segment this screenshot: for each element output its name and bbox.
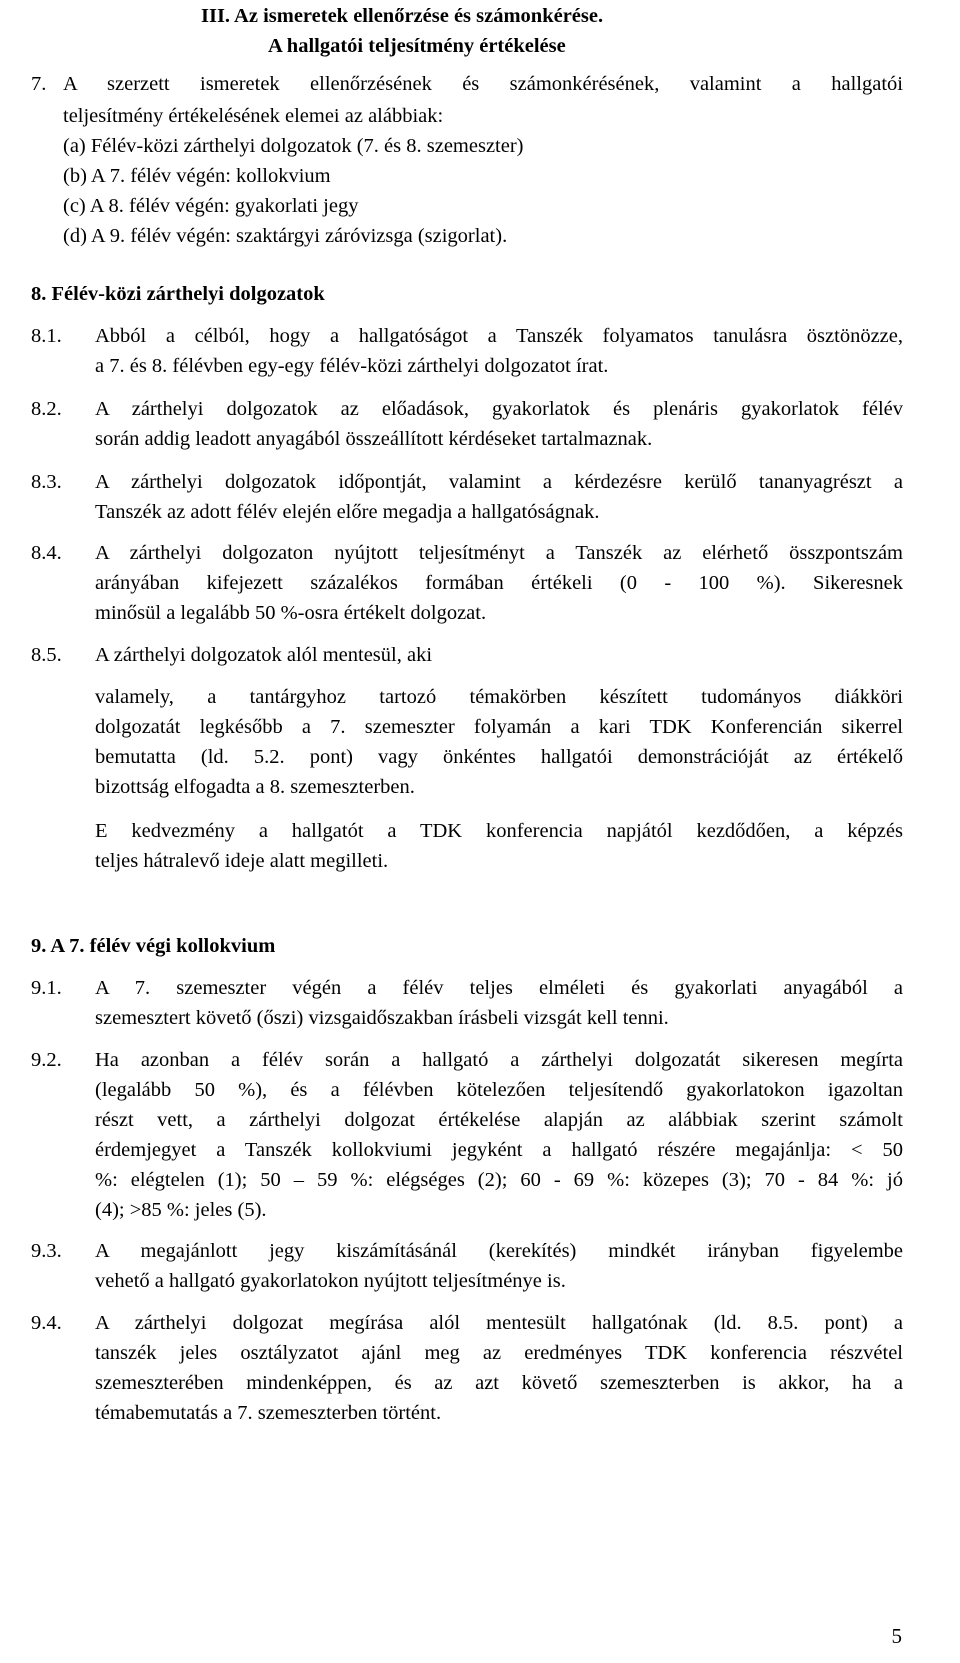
section-7-line-1: A szerzett ismeretek ellenőrzésének és számonkérésének, valamint a hallgatói	[63, 73, 903, 95]
para-9-2-line-1: Ha azonban a félév során a hallgató a zárthelyi dolgozatát sikeresen megírta	[95, 1049, 903, 1071]
para-9-1-number: 9.1.	[31, 977, 62, 999]
para-8-5b-line-3: bemutatta (ld. 5.2. pont) vagy önkéntes hallgatói demonstrációját az értékelő	[95, 746, 903, 768]
para-8-2-number: 8.2.	[31, 398, 62, 420]
para-8-4-number: 8.4.	[31, 542, 62, 564]
section-7-line-2: teljesítmény értékelésének elemei az alábbiak:	[63, 105, 444, 127]
para-9-2-line-2: (legalább 50 %), és a félévben kötelezően teljesítendő gyakorlatokon igazoltan	[95, 1079, 903, 1101]
para-8-5b-line-4: bizottság elfogadta a 8. szemeszterben.	[95, 776, 415, 798]
section-7-number: 7.	[31, 73, 47, 95]
para-9-2-line-4: érdemjegyet a Tanszék kollokviumi jegyként a hallgató részére megajánlja: < 50	[95, 1139, 903, 1161]
section-7-item-c: (c) A 8. félév végén: gyakorlati jegy	[63, 195, 359, 217]
para-8-4-line-1: A zárthelyi dolgozaton nyújtott teljesítményt a Tanszék az elérhető összpontszám	[95, 542, 903, 564]
section-7-item-d: (d) A 9. félév végén: szaktárgyi záróvizsga (szigorlat).	[63, 225, 508, 247]
para-8-4-line-2: arányában kifejezett százalékos formában értékeli (0 - 100 %). Sikeresnek	[95, 572, 903, 594]
para-8-5c-line-1: E kedvezmény a hallgatót a TDK konferencia napjától kezdődően, a képzés	[95, 820, 903, 842]
para-8-2-line-2: során addig leadott anyagából összeállított kérdéseket tartalmaznak.	[95, 428, 653, 450]
para-9-1-line-1: A 7. szemeszter végén a félév teljes elméleti és gyakorlati anyagából a	[95, 977, 903, 999]
para-9-4-line-1: A zárthelyi dolgozat megírása alól mentesült hallgatónak (ld. 8.5. pont) a	[95, 1312, 903, 1334]
para-8-2-line-1: A zárthelyi dolgozatok az előadások, gyakorlatok és plenáris gyakorlatok félév	[95, 398, 903, 420]
para-8-5c-line-2: teljes hátralevő ideje alatt megilleti.	[95, 850, 389, 872]
para-8-1-number: 8.1.	[31, 325, 62, 347]
para-8-5-line-1: A zárthelyi dolgozatok alól mentesül, aki	[95, 644, 433, 666]
para-9-2-line-3: részt vett, a zárthelyi dolgozat értékelése alapján az alábbiak szerint számolt	[95, 1109, 903, 1131]
section-8-title: 8. Félév-közi zárthelyi dolgozatok	[31, 283, 325, 305]
para-9-1-line-2: szemesztert követő (őszi) vizsgaidőszakban írásbeli vizsgát kell tenni.	[95, 1007, 669, 1029]
para-8-3-number: 8.3.	[31, 471, 62, 493]
para-8-5b-line-2: dolgozatát legkésőbb a 7. szemeszter folyamán a kari TDK Konferencián sikerrel	[95, 716, 903, 738]
para-9-2-line-5: %: elégtelen (1); 50 – 59 %: elégséges (2); 60 - 69 %: közepes (3); 70 - 84 %: jó	[95, 1169, 903, 1191]
para-9-4-line-2: tanszék jeles osztályzatot ajánl meg az eredményes TDK konferencia részvétel	[95, 1342, 903, 1364]
para-9-3-line-1: A megajánlott jegy kiszámításánál (kerekítés) mindkét irányban figyelembe	[95, 1240, 903, 1262]
para-9-3-number: 9.3.	[31, 1240, 62, 1262]
para-8-5-number: 8.5.	[31, 644, 62, 666]
heading-line-1: III. Az ismeretek ellenőrzése és számonkérése.	[201, 5, 604, 27]
para-9-2-number: 9.2.	[31, 1049, 62, 1071]
para-8-5b-line-1: valamely, a tantárgyhoz tartozó témakörben készített tudományos diákköri	[95, 686, 903, 708]
para-8-1-line-1: Abból a célból, hogy a hallgatóságot a Tanszék folyamatos tanulásra ösztönözze,	[95, 325, 903, 347]
para-9-4-line-3: szemeszterében mindenképpen, és az azt követő szemeszterben is akkor, ha a	[95, 1372, 903, 1394]
para-8-3-line-2: Tanszék az adott félév elején előre megadja a hallgatóságnak.	[95, 501, 600, 523]
heading-line-2: A hallgatói teljesítmény értékelése	[268, 35, 566, 57]
para-8-4-line-3: minősül a legalább 50 %-osra értékelt dolgozat.	[95, 602, 487, 624]
para-9-3-line-2: vehető a hallgató gyakorlatokon nyújtott teljesítménye is.	[95, 1270, 566, 1292]
section-7-item-a: (a) Félév-közi zárthelyi dolgozatok (7. és 8. szemeszter)	[63, 135, 524, 157]
para-8-1-line-2: a 7. és 8. félévben egy-egy félév-közi zárthelyi dolgozatot írat.	[95, 355, 609, 377]
para-8-3-line-1: A zárthelyi dolgozatok időpontját, valamint a kérdezésre kerülő tananyagrészt a	[95, 471, 903, 493]
para-9-4-line-4: témabemutatás a 7. szemeszterben történt.	[95, 1402, 442, 1424]
para-9-2-line-6: (4); >85 %: jeles (5).	[95, 1199, 267, 1221]
page-number: 5	[891, 1624, 902, 1648]
section-9-title: 9. A 7. félév végi kollokvium	[31, 935, 276, 957]
para-9-4-number: 9.4.	[31, 1312, 62, 1334]
section-7-item-b: (b) A 7. félév végén: kollokvium	[63, 165, 331, 187]
